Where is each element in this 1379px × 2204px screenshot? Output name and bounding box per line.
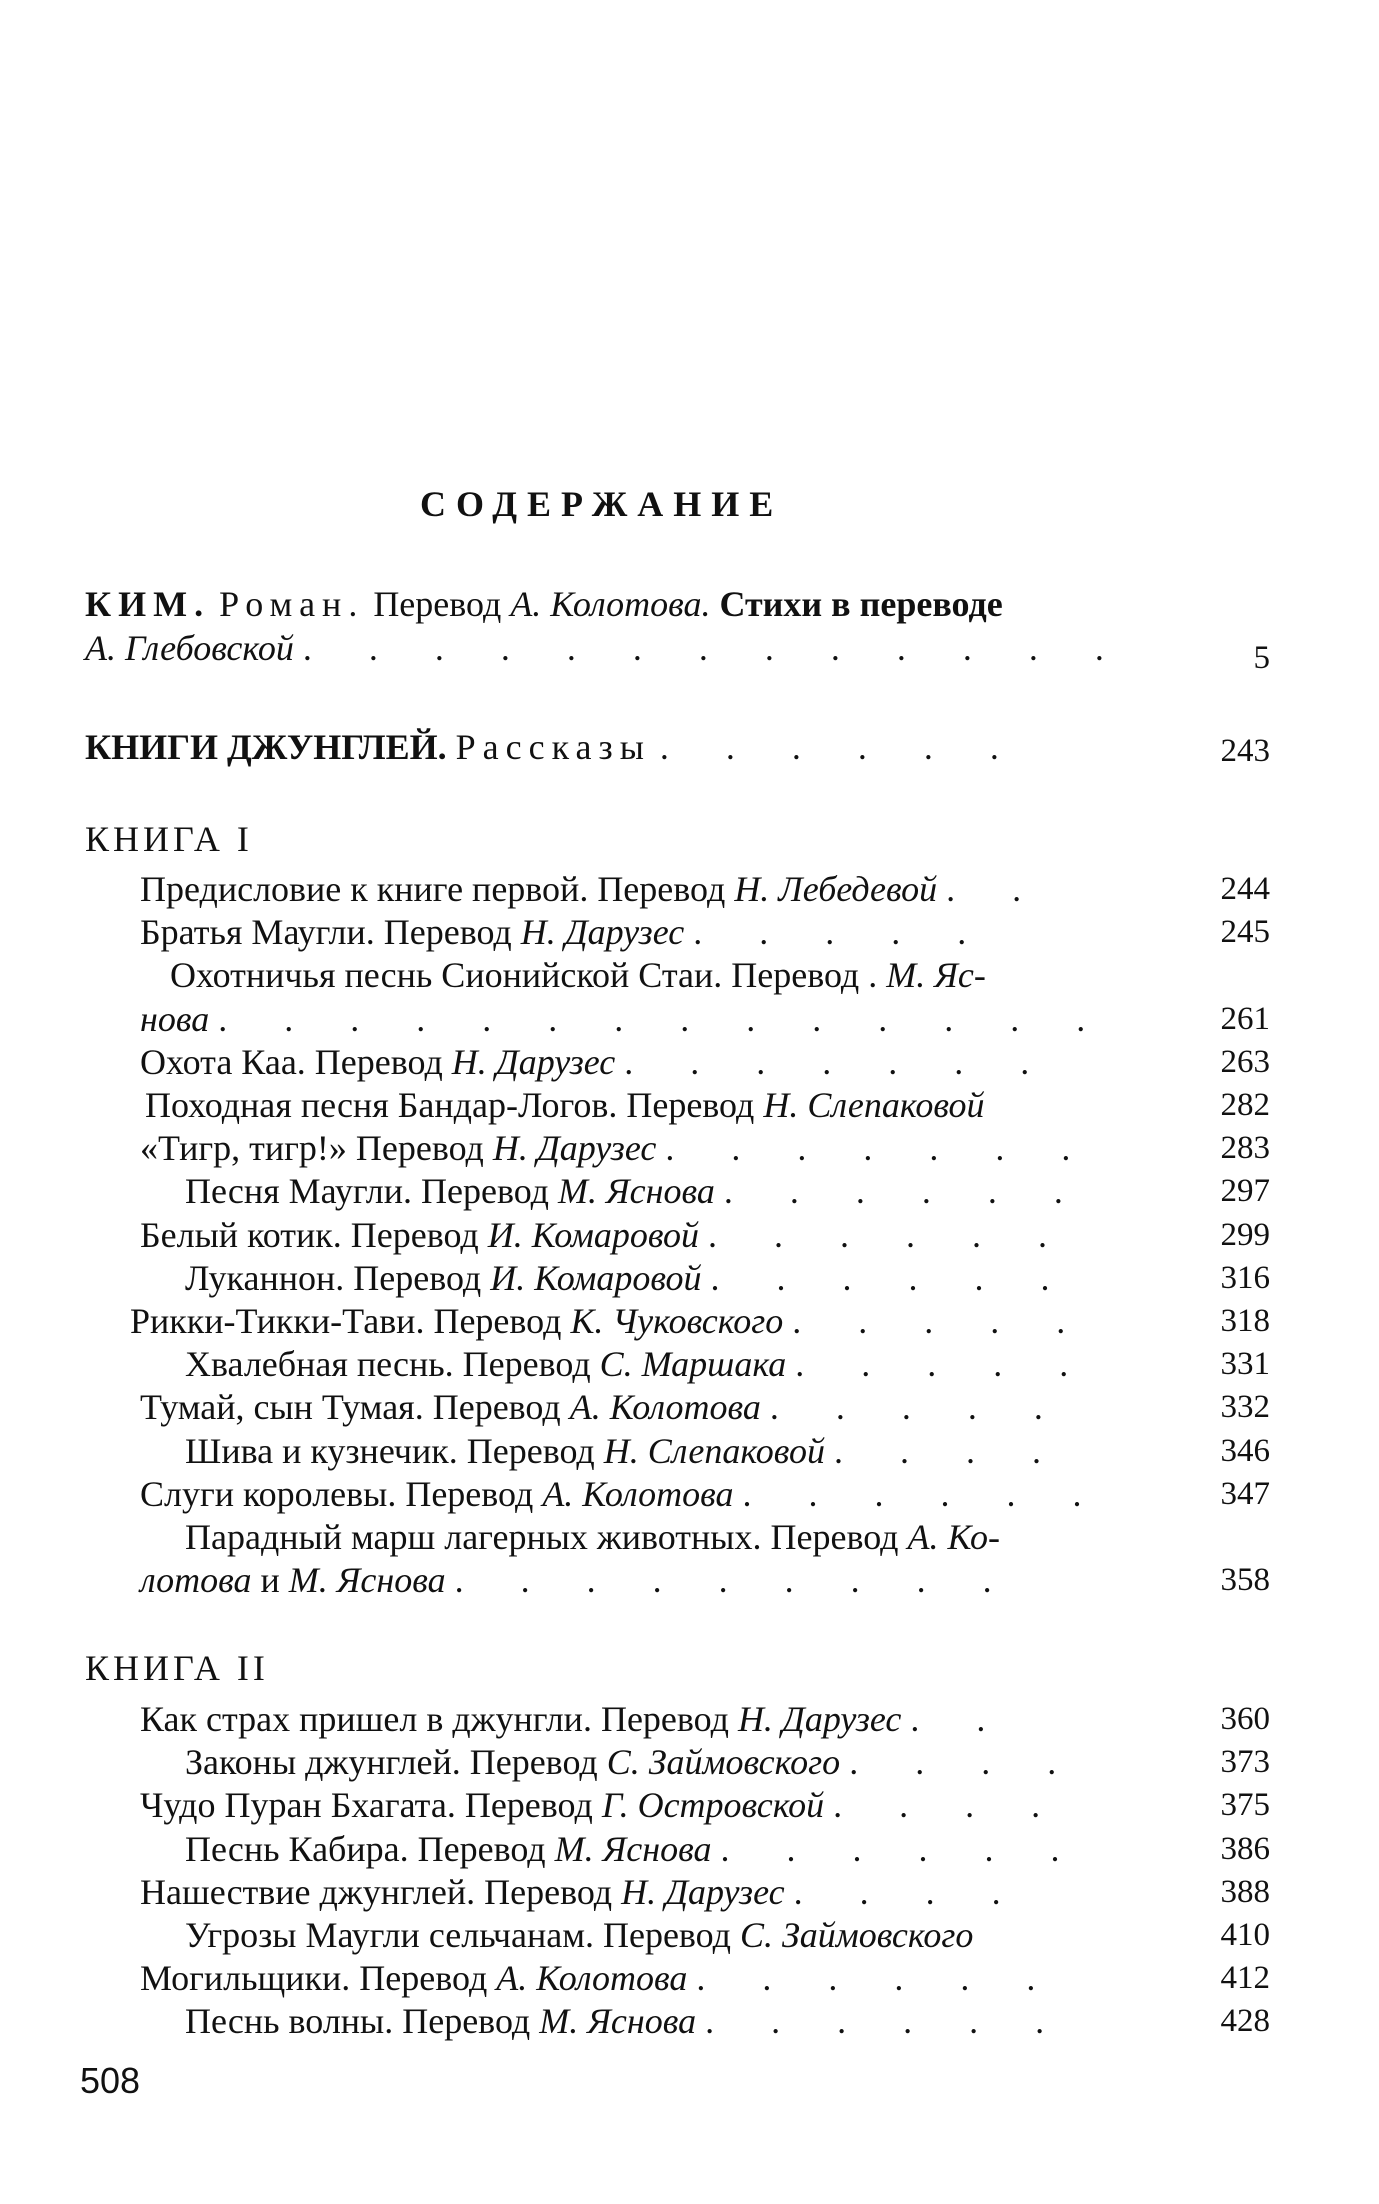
entry-title: Угрозы Маугли сельчанам. Перевод (185, 1915, 731, 1955)
entry-leader-dots: . . . . . (693, 912, 991, 953)
toc-entry (185, 1343, 1092, 1385)
entry-title: Парадный марш лагерных животных. Перевод (185, 1517, 899, 1557)
entry-translator: Н. Дарузес (737, 1699, 902, 1739)
entry-title: «Тигр, тигр!» Перевод (140, 1128, 484, 1169)
entry-title: Песня Маугли. Перевод (185, 1171, 549, 1212)
entry-page-number: 388 (1220, 1873, 1270, 1910)
entry-translator-2: М. Яснова (288, 1560, 446, 1601)
entry-page-number: 283 (1220, 1130, 1270, 1167)
entry-translator: К. Чуковского (570, 1301, 784, 1341)
entry-title: Братья Маугли. Перевод (140, 912, 512, 953)
entry-translator: Н. Дарузес (451, 1041, 616, 1082)
entry-leader-dots: . . . . . . . . . (454, 1560, 1016, 1601)
entry-leader-dots: . . . . . . (705, 2001, 1069, 2042)
entry-leader-dots: . . . . . . (742, 1473, 1106, 1514)
entry-title: Песнь Кабира. Перевод (185, 1828, 546, 1869)
book2-heading: КНИГА II (85, 1648, 269, 1688)
toc-entry (140, 1041, 1053, 1083)
entry-translator: А. Колотова (496, 1958, 688, 1999)
kim-translator1: А. Колотова. (510, 584, 711, 624)
kim-entry-line1 (85, 583, 1003, 625)
entry-translator: А. Колотова (542, 1473, 734, 1514)
toc-entry (140, 1957, 1059, 1999)
entry-page-number: 346 (1220, 1432, 1270, 1469)
entry-leader-dots: . . (946, 869, 1046, 909)
entry-page-number: 282 (1220, 1087, 1270, 1123)
toc-entry (140, 1784, 1064, 1826)
entry-title: Могильщики. Перевод (140, 1958, 488, 1999)
kim-translator2: А. Глебовской (85, 628, 294, 668)
entry-leader-dots: . . . . (793, 1871, 1025, 1912)
toc-entry (185, 2000, 1068, 2042)
entry-leader-dots: . . . . . . . (624, 1041, 1054, 1082)
entry-page-number: 318 (1220, 1303, 1270, 1339)
kim-name: КИМ. (85, 584, 211, 624)
entry-translator: И. Комаровой (490, 1257, 702, 1298)
entry-title: Рикки-Тикки-Тави. Перевод (130, 1301, 562, 1341)
entry-leader-dots: . . . . . (795, 1344, 1093, 1385)
toc-entry (185, 1257, 1074, 1299)
entry-title: Охотничья песнь Сионийской Стаи. Перевод . (170, 955, 878, 996)
entry-leader-dots: . . . . (833, 1785, 1065, 1826)
jungle-name: КНИГИ ДЖУНГЛЕЙ. (85, 727, 447, 767)
entry-page-number: 358 (1220, 1562, 1270, 1599)
toc-entry (185, 1914, 973, 1956)
entry-translator: Н. Дарузес (621, 1871, 785, 1912)
entry-title: Как страх пришел в джунгли. Перевод (140, 1699, 729, 1739)
entry-leader-dots: . . . . . . (696, 1958, 1060, 1999)
toc-entry (140, 1386, 1067, 1428)
entry-leader-dots: . . . . (833, 1430, 1065, 1471)
entry-title: Слуги королевы. Перевод (140, 1473, 534, 1514)
entry-translator: С. Маршака (599, 1344, 787, 1385)
entry-title: Нашествие джунглей. Перевод (140, 1871, 613, 1912)
entry-translator: А. Ко- (907, 1517, 1000, 1557)
toc-entry (130, 1300, 1089, 1342)
kim-page: 5 (1253, 640, 1270, 676)
toc-entry (140, 1871, 1025, 1913)
entry-page-number: 316 (1220, 1259, 1270, 1296)
kim-text1: Перевод (373, 584, 502, 624)
entry-page-number: 263 (1220, 1043, 1270, 1080)
entry-page-number: 245 (1220, 914, 1270, 951)
entry-page-number: 297 (1220, 1173, 1270, 1210)
entry-translator: нова (140, 998, 210, 1039)
entry-title: Тумай, сын Тумая. Перевод (140, 1387, 561, 1428)
entry-title: Охота Каа. Перевод (140, 1041, 443, 1082)
entry-translator: Н. Дарузес (492, 1128, 657, 1169)
entry-leader-dots: . . . . . . (708, 1214, 1072, 1255)
entry-page-number: 428 (1220, 2003, 1270, 2040)
toc-entry (185, 1516, 1000, 1558)
entry-leader-dots: . . . . . . (720, 1828, 1084, 1869)
entry-page-number: 410 (1220, 1917, 1270, 1953)
entry-title: Песнь волны. Перевод (185, 2001, 531, 2042)
entry-leader-dots: . . . . . . (710, 1257, 1074, 1298)
entry-page-number: 347 (1220, 1475, 1270, 1512)
entry-page-number: 386 (1220, 1830, 1270, 1867)
toc-entry (145, 1084, 985, 1126)
entry-title: Белый котик. Перевод (140, 1214, 479, 1255)
toc-entry (140, 998, 1109, 1040)
jungle-page: 243 (1220, 733, 1270, 769)
entry-translator: Н. Дарузес (520, 912, 685, 953)
entry-translator: М. Яснова (539, 2001, 697, 2042)
entry-page-number: 332 (1220, 1389, 1270, 1426)
entry-translator: Н. Слепаковой (763, 1085, 985, 1125)
entry-translator: И. Комаровой (487, 1214, 700, 1255)
toc-entry (140, 868, 1045, 910)
toc-entry (170, 954, 986, 996)
entry-translator: С. Займовского (606, 1742, 841, 1783)
toc-entry (140, 911, 990, 953)
entry-title: Шива и кузнечик. Перевод (185, 1430, 595, 1471)
entry-page-number: 261 (1220, 1000, 1270, 1037)
toc-entry (140, 1473, 1105, 1515)
kim-genre: Роман. (219, 584, 365, 624)
entry-translator: М. Яс- (886, 955, 986, 996)
entry-leader-dots: . . . . . (769, 1387, 1067, 1428)
entry-page-number: 331 (1220, 1346, 1270, 1383)
entry-translator: лотова (140, 1560, 252, 1601)
kim-leader-dots: . . . . . . . . . . . . . (302, 628, 1128, 668)
kim-entry-line2 (85, 627, 1128, 669)
jungle-entry (85, 726, 1023, 768)
jungle-leader-dots: . . . . . . (659, 727, 1023, 767)
entry-conjunction: и (260, 1560, 280, 1601)
entry-leader-dots: . . (910, 1699, 1010, 1739)
entry-leader-dots: . . . . (849, 1742, 1081, 1783)
entry-translator: С. Займовского (739, 1915, 974, 1955)
entry-translator: Н. Слепаковой (603, 1430, 825, 1471)
entry-page-number: 373 (1220, 1744, 1270, 1781)
entry-page-number: 412 (1220, 1960, 1270, 1997)
page-title: СОДЕРЖАНИЕ (420, 484, 784, 524)
entry-title: Походная песня Бандар-Логов. Перевод (145, 1085, 755, 1125)
toc-entry (140, 1214, 1071, 1256)
entry-translator: Г. Островской (601, 1785, 825, 1826)
entry-page-number: 244 (1220, 871, 1270, 907)
entry-title: Хвалебная песнь. Перевод (185, 1344, 591, 1385)
entry-translator: Н. Лебедевой (734, 869, 938, 909)
entry-translator: М. Яснова (554, 1828, 712, 1869)
toc-entry (140, 1127, 1094, 1169)
entry-page-number: 360 (1220, 1701, 1270, 1737)
entry-translator: А. Колотова (569, 1387, 761, 1428)
book1-heading: КНИГА I (85, 819, 253, 859)
entry-title: Предисловие к книге первой. Перевод (140, 869, 726, 909)
entry-page-number: 299 (1220, 1216, 1270, 1253)
toc-entry (185, 1741, 1080, 1783)
kim-text2: Стихи в переводе (719, 584, 1003, 624)
toc-entry (185, 1828, 1083, 1870)
entry-leader-dots: . . . . . (792, 1301, 1090, 1341)
entry-translator: М. Яснова (558, 1171, 715, 1212)
entry-title: Луканнон. Перевод (185, 1257, 482, 1298)
toc-entry (185, 1170, 1087, 1212)
entry-leader-dots: . . . . . . (723, 1171, 1087, 1212)
entry-title: Законы джунглей. Перевод (185, 1742, 598, 1783)
toc-entry (140, 1559, 1016, 1601)
entry-title: Чудо Пуран Бхагата. Перевод (140, 1785, 593, 1826)
jungle-genre: Рассказы (455, 727, 651, 767)
toc-entry (140, 1698, 1009, 1740)
toc-entry (185, 1430, 1065, 1472)
entry-page-number: 375 (1220, 1787, 1270, 1824)
entry-leader-dots: . . . . . . . (665, 1128, 1095, 1169)
page-number: 508 (80, 2060, 141, 2101)
entry-leader-dots: . . . . . . . . . . . . . . (218, 998, 1110, 1039)
